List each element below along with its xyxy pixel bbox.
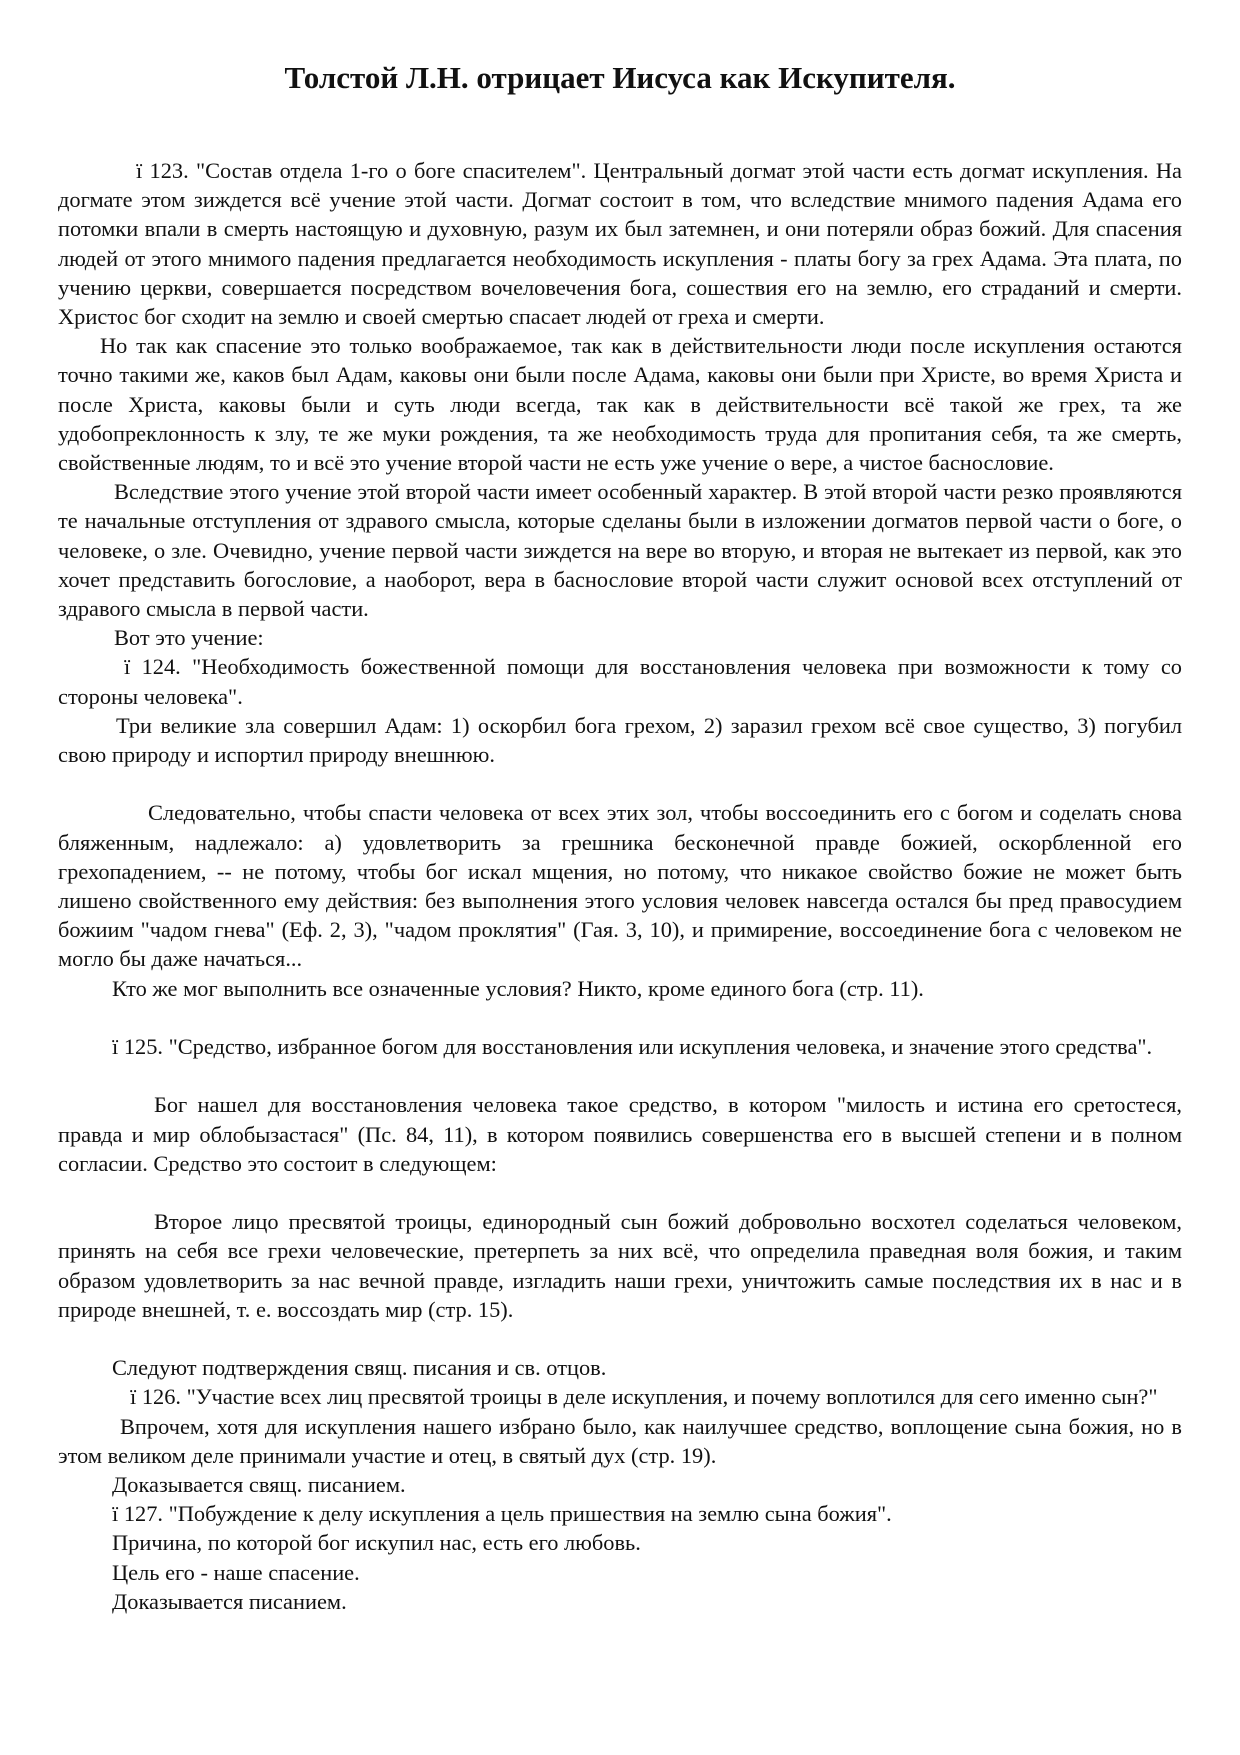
paragraph-salvation-imaginary: Но так как спасение это только воображаемое, так как в действительности люди после искупления остаются точно такими же, каков был Адам, каковы они были после Адама, каковы они были при Христе, во время Христа и после Христа, каковы были и суть люди всегда, так как в действительности всё такой же грех, та же удобопреклонность к злу, те же муки рождения, та же необходимость труда для пропитания себя, та же смерть, свойственные людям, то и всё это учение второй части не есть уже учение о вере, а чистое баснословие. — [58, 333, 1182, 476]
spacer — [58, 769, 1182, 798]
spacer — [58, 1003, 1182, 1032]
paragraph-confirmations: Следуют подтверждения свящ. писания и св. отцов. — [112, 1355, 607, 1381]
paragraph-124-heading: ї 124. "Необходимость божественной помощи для восстановления человека при возможности к тому со стороны человека". — [58, 654, 1182, 709]
paragraph-three-evils: Три великие зла совершил Адам: 1) оскорбил бога грехом, 2) заразил грехом всё свое существо, 3) погубил свою природу и испортил природу внешнюю. — [58, 712, 1182, 768]
paragraph-goal-salvation: Цель его - наше спасение. — [112, 1559, 360, 1585]
paragraph-reason-love: Причина, по которой бог искупил нас, есть его любовь. — [112, 1530, 641, 1556]
paragraph-who-could: Кто же мог выполнить все означенные условия? Никто, кроме единого бога (стр. 11). — [112, 975, 924, 1001]
paragraph-proved-scripture: Доказывается свящ. писанием. — [112, 1472, 406, 1498]
paragraph-127-heading: ї 127. "Побуждение к делу искупления а цель пришествия на землю сына божия". — [112, 1501, 892, 1527]
paragraph-123-intro: ї 123. "Состав отдела 1-го о боге спасителем". Центральный догмат этой части есть догмат искупления. На догмате этом зиждется всё учение этой части. Догмат состоит в том, что вследствие мнимого падения Адама его потомки впали в смерть настоящую и духовную, разум их был затемнен, и они потеряли образ божий. Для спасения людей от этого мнимого падения предлагается необходимость искупления - платы богу за грех Адама. Эта плата, по учению церкви, совершается посредством вочеловечения бога, сошествия его на землю, его страданий и смерти. Христос бог сходит на землю и своей смертью спасает людей от греха и смерти. — [58, 158, 1182, 330]
document-body — [58, 156, 1182, 1616]
paragraph-god-found-means: Бог нашел для восстановления человека такое средство, в котором "милость и истина его сретостеся, правда и мир облобызастася" (Пс. 84, 11), в котором появились совершенства его в высшей степени и в полном согласии. Средство это состоит в следующем: — [58, 1092, 1182, 1176]
paragraph-second-person: Второе лицо пресвятой троицы, единородный сын божий добровольно восхотел соделаться человеком, принять на себя все грехи человеческие, претерпеть за них всё, что определила праведная воля божия, и таким образом удовлетворить за нас вечной правде, изгладить наши грехи, уничтожить самые последствия их в нас и в природе внешней, т. е. воссоздать мир (стр. 15). — [58, 1209, 1182, 1322]
spacer — [58, 1178, 1182, 1207]
spacer — [58, 1324, 1182, 1353]
spacer — [58, 1061, 1182, 1090]
paragraph-this-teaching: Вот это учение: — [114, 625, 264, 651]
document-page — [58, 0, 1182, 1616]
paragraph-therefore: Следовательно, чтобы спасти человека от всех этих зол, чтобы воссоединить его с богом и соделать снова бляженным, надлежало: а) удовлетворить за грешника бесконечной правде божией, оскорбленной его грехопадением, -- не потому, чтобы бог искал мщения, но потому, что никакое свойство божие не может быть лишено свойственного ему действия: без выполнения этого условия человек навсегда остался бы пред правосудием божиим "чадом гнева" (Еф. 2, 3), "чадом проклятия" (Гая. 3, 10), и примирение, воссоединение бога с человеком не могло бы даже начаться... — [58, 800, 1182, 972]
paragraph-participation: Впрочем, хотя для искупления нашего избрано было, как наилучшее средство, воплощение сына божия, но в этом великом деле принимали участие и отец, в святый дух (стр. 19). — [58, 1413, 1182, 1468]
paragraph-proved-writing: Доказывается писанием. — [112, 1588, 347, 1614]
paragraph-consequence: Вследствие этого учение этой второй части имеет особенный характер. В этой второй части резко проявляются те начальные отступления от здравого смысла, которые сделаны были в изложении догматов первой части о боге, о человеке, о зле. Очевидно, учение первой части зиждется на вере во вторую, и вторая не вытекает из первой, как это хочет представить богословие, а наоборот, вера в баснословие второй части служит основой всех отступлений от здравого смысла в первой части. — [58, 479, 1182, 622]
paragraph-125-heading: ї 125. "Средство, избранное богом для восстановления или искупления человека, и значение этого средства". — [112, 1034, 1153, 1060]
document-title: Толстой Л.Н. отрицает Иисуса как Искупителя. — [284, 60, 956, 95]
paragraph-126-heading: ї 126. "Участие всех лиц пресвятой троицы в деле искупления, и почему воплотился для сего именно сын?" — [130, 1384, 1158, 1410]
